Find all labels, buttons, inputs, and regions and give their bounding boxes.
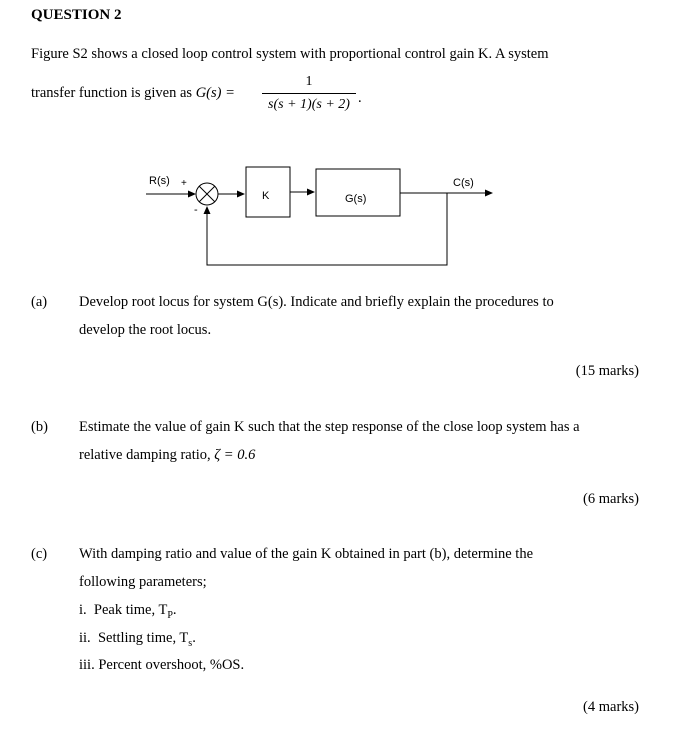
list-item-number: ii.: [79, 630, 91, 646]
input-label: R(s): [149, 175, 170, 187]
list-item-text: Percent overshoot, %OS.: [98, 657, 245, 673]
feedback-path: [207, 193, 447, 265]
gain-label: K: [262, 190, 270, 202]
minus-sign: -: [194, 204, 198, 216]
part-a-line-2: develop the root locus.: [79, 322, 212, 338]
part-c-line-1: With damping ratio and value of the gain K obtained in part (b), determine the: [79, 546, 534, 562]
part-c-line-2: following parameters;: [79, 574, 207, 590]
part-b-marks: (6 marks): [583, 491, 639, 507]
list-item-end: .: [192, 630, 196, 646]
intro-line-2-text: transfer function is given as: [31, 85, 193, 101]
list-item-end: .: [172, 602, 177, 618]
part-a-label: (a): [31, 294, 48, 310]
damping-ratio-value: ζ = 0.6: [214, 447, 256, 463]
part-a-line-1: Develop root locus for system G(s). Indicate and briefly explain the procedures to: [79, 294, 554, 310]
list-item-text: Peak time, T: [93, 602, 168, 618]
output-label: C(s): [453, 177, 474, 189]
list-item-peak-time: [79, 602, 177, 621]
list-item-percent-overshoot: [79, 657, 244, 674]
part-c-label: (c): [31, 546, 48, 562]
list-item-number: iii.: [79, 657, 95, 673]
tf-suffix: .: [358, 90, 362, 106]
part-b-line-2-text: relative damping ratio,: [79, 447, 211, 463]
list-item-subscript: s: [188, 637, 193, 649]
list-item-subscript: P: [167, 609, 173, 621]
part-b-label: (b): [31, 419, 48, 435]
part-b-line-2: [79, 447, 255, 464]
part-c-marks: (4 marks): [583, 699, 639, 715]
list-item-settling-time: [79, 630, 196, 649]
intro-line-1: Figure S2 shows a closed loop control system with proportional control gain K. A system: [31, 46, 549, 62]
part-b-line-1: Estimate the value of gain K such that the step response of the close loop system has a: [79, 419, 580, 435]
tf-numerator: 1: [305, 74, 313, 89]
plus-sign: +: [181, 178, 187, 189]
part-a-marks: (15 marks): [575, 363, 639, 379]
list-item-number: i.: [79, 602, 87, 618]
plant-label: G(s): [345, 193, 367, 205]
question-heading: QUESTION 2: [31, 7, 122, 23]
transfer-function-lhs: G(s) =: [195, 85, 235, 101]
list-item-text: Settling time, T: [97, 630, 189, 646]
tf-denominator: s(s + 1)(s + 2): [268, 97, 350, 112]
